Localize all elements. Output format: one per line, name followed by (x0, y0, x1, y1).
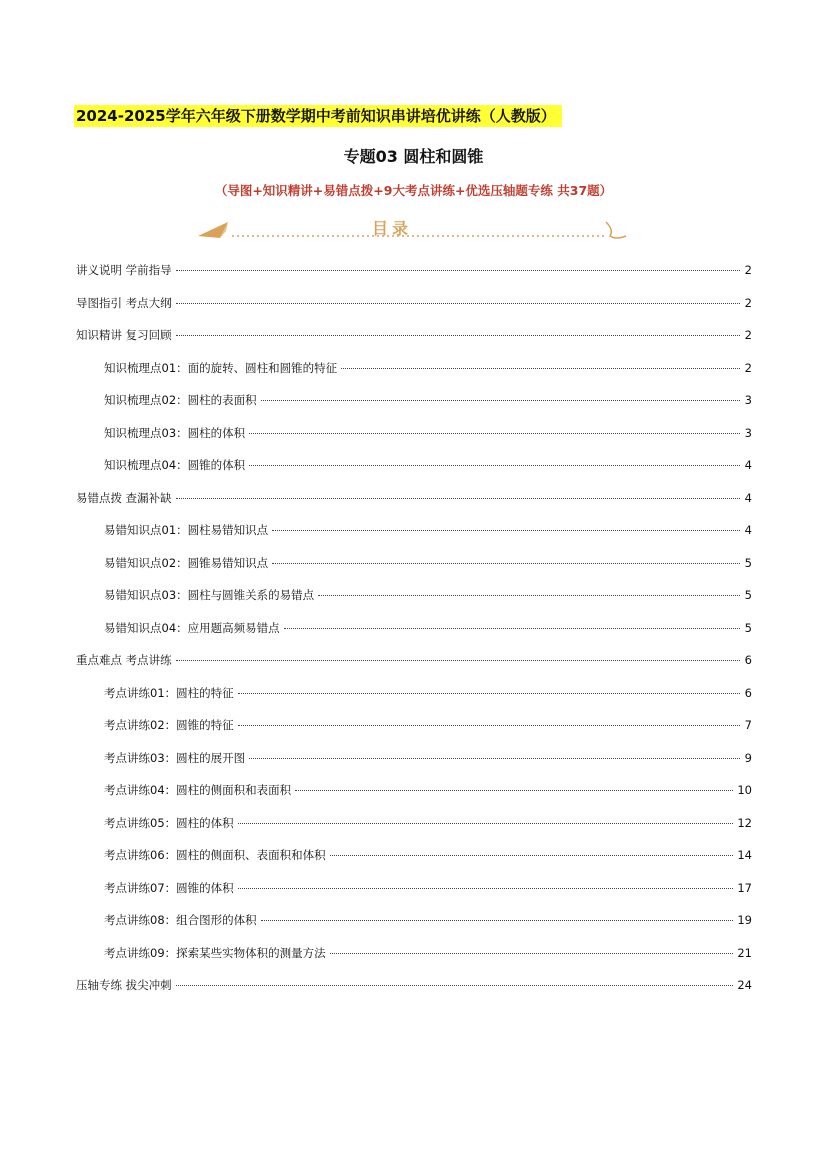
toc-page-number: 5 (744, 555, 752, 570)
toc-dot-leader (261, 400, 740, 401)
toc-entry-text: 考点讲练02：圆锥的特征 (104, 718, 234, 732)
toc-page-number: 6 (744, 653, 752, 667)
toc-page-number: 14 (737, 848, 752, 862)
toc-entry-text: 导图指引 考点大纲 (76, 295, 172, 310)
toc-subentry[interactable] (76, 583, 752, 616)
toc-dot-leader (238, 725, 740, 726)
toc-dot-leader (238, 888, 734, 889)
toc-dot-leader (284, 628, 740, 629)
toc-dot-leader (261, 920, 734, 921)
toc-subentry[interactable] (76, 681, 752, 714)
subtitle: （导图+知识精讲+易错点拨+9大考点讲练+优选压轴题专练 共37题） (214, 183, 613, 198)
toc-section[interactable] (76, 486, 752, 519)
toc-entry-text: 考点讲练07：圆锥的体积 (104, 880, 234, 895)
toc-subentry[interactable] (76, 811, 752, 844)
toc-section[interactable] (76, 648, 752, 681)
toc-page-number: 4 (744, 458, 752, 472)
toc-page-number: 3 (744, 425, 752, 440)
toc-entry-text: 考点讲练05：圆柱的体积 (104, 815, 234, 830)
toc-subentry[interactable] (76, 388, 752, 421)
toc-entry-text: 知识梳理点03：圆柱的体积 (104, 425, 246, 440)
toc-page-number: 7 (744, 718, 752, 732)
toc-entry-text: 易错知识点02：圆锥易错知识点 (104, 555, 269, 570)
toc-dot-leader (330, 855, 734, 856)
toc-dot-leader (176, 498, 740, 499)
toc-dot-leader (341, 368, 740, 369)
toc-label: 目录 (371, 219, 412, 238)
toc-dot-leader (176, 335, 740, 336)
toc-page-number: 2 (744, 360, 752, 375)
toc-entry-text: 知识精讲 复习回顾 (76, 328, 172, 342)
toc-subentry[interactable] (76, 356, 752, 389)
toc-dot-leader (249, 433, 740, 434)
toc-entry-text: 易错点拨 查漏补缺 (76, 490, 172, 505)
toc-page-number: 17 (737, 880, 752, 895)
toc-page-number: 3 (744, 393, 752, 407)
swirl-icon (606, 222, 626, 238)
toc-entry-text: 知识梳理点04：圆锥的体积 (104, 458, 246, 472)
toc-dot-leader (176, 660, 740, 661)
toc-page-number: 2 (744, 328, 752, 342)
toc-entry-text: 考点讲练08：组合图形的体积 (104, 913, 257, 927)
paper-plane-icon (198, 222, 228, 238)
toc-dot-leader (272, 530, 740, 531)
toc-dot-leader (295, 790, 733, 791)
toc-page-number: 12 (737, 815, 752, 830)
toc-section[interactable] (76, 973, 752, 1006)
toc-page-number: 9 (744, 750, 752, 765)
toc-dot-leader (238, 693, 740, 694)
toc-entry-text: 易错知识点03：圆柱与圆锥关系的易错点 (104, 588, 315, 602)
series-title: 2024-2025学年六年级下册数学期中考前知识串讲培优讲练（人教版） (74, 105, 562, 127)
toc-entry-text: 考点讲练09：探索某些实物体积的测量方法 (104, 945, 326, 960)
topic-title: 专题03 圆柱和圆锥 (343, 147, 484, 166)
toc-subentry[interactable] (76, 876, 752, 909)
table-of-contents (76, 258, 752, 1006)
toc-entry-text: 知识梳理点02：圆柱的表面积 (104, 393, 257, 407)
toc-page-number: 4 (744, 490, 752, 505)
toc-page-number: 6 (744, 685, 752, 700)
toc-page-number: 2 (744, 263, 752, 277)
toc-page-number: 5 (744, 620, 752, 635)
toc-page-number: 5 (744, 588, 752, 602)
toc-subentry[interactable] (76, 616, 752, 649)
toc-dot-leader (249, 465, 740, 466)
toc-subentry[interactable] (76, 941, 752, 974)
toc-page-number: 24 (737, 978, 752, 992)
toc-dot-leader (318, 595, 740, 596)
toc-entry-text: 易错知识点01：圆柱易错知识点 (104, 523, 269, 537)
toc-dot-leader (176, 985, 734, 986)
toc-page-number: 19 (737, 913, 752, 927)
toc-subentry[interactable] (76, 843, 752, 876)
toc-section[interactable] (76, 291, 752, 324)
toc-dot-leader (238, 823, 734, 824)
toc-subentry[interactable] (76, 518, 752, 551)
toc-entry-text: 重点难点 考点讲练 (76, 653, 172, 667)
toc-entry-text: 压轴专练 拔尖冲刺 (76, 978, 172, 992)
toc-subentry[interactable] (76, 453, 752, 486)
toc-subentry[interactable] (76, 908, 752, 941)
toc-page-number: 4 (744, 523, 752, 537)
toc-dot-leader (176, 270, 740, 271)
toc-subentry[interactable] (76, 713, 752, 746)
toc-subentry[interactable] (76, 746, 752, 779)
toc-page-number: 10 (737, 783, 752, 797)
toc-section[interactable] (76, 258, 752, 291)
toc-page-number: 21 (737, 945, 752, 960)
toc-entry-text: 考点讲练01：圆柱的特征 (104, 685, 234, 700)
toc-subentry[interactable] (76, 551, 752, 584)
toc-subentry[interactable] (76, 778, 752, 811)
toc-entry-text: 易错知识点04：应用题高频易错点 (104, 620, 280, 635)
toc-dot-leader (330, 953, 734, 954)
toc-page-number: 2 (744, 295, 752, 310)
toc-entry-text: 知识梳理点01：面的旋转、圆柱和圆锥的特征 (104, 360, 338, 375)
toc-section[interactable] (76, 323, 752, 356)
toc-dot-leader (176, 303, 740, 304)
toc-dot-leader (272, 563, 740, 564)
toc-entry-text: 考点讲练06：圆柱的侧面积、表面积和体积 (104, 848, 326, 862)
toc-entry-text: 考点讲练04：圆柱的侧面积和表面积 (104, 783, 292, 797)
toc-entry-text: 考点讲练03：圆柱的展开图 (104, 750, 246, 765)
toc-entry-text: 讲义说明 学前指导 (76, 263, 172, 277)
toc-dot-leader (249, 758, 740, 759)
toc-subentry[interactable] (76, 421, 752, 454)
